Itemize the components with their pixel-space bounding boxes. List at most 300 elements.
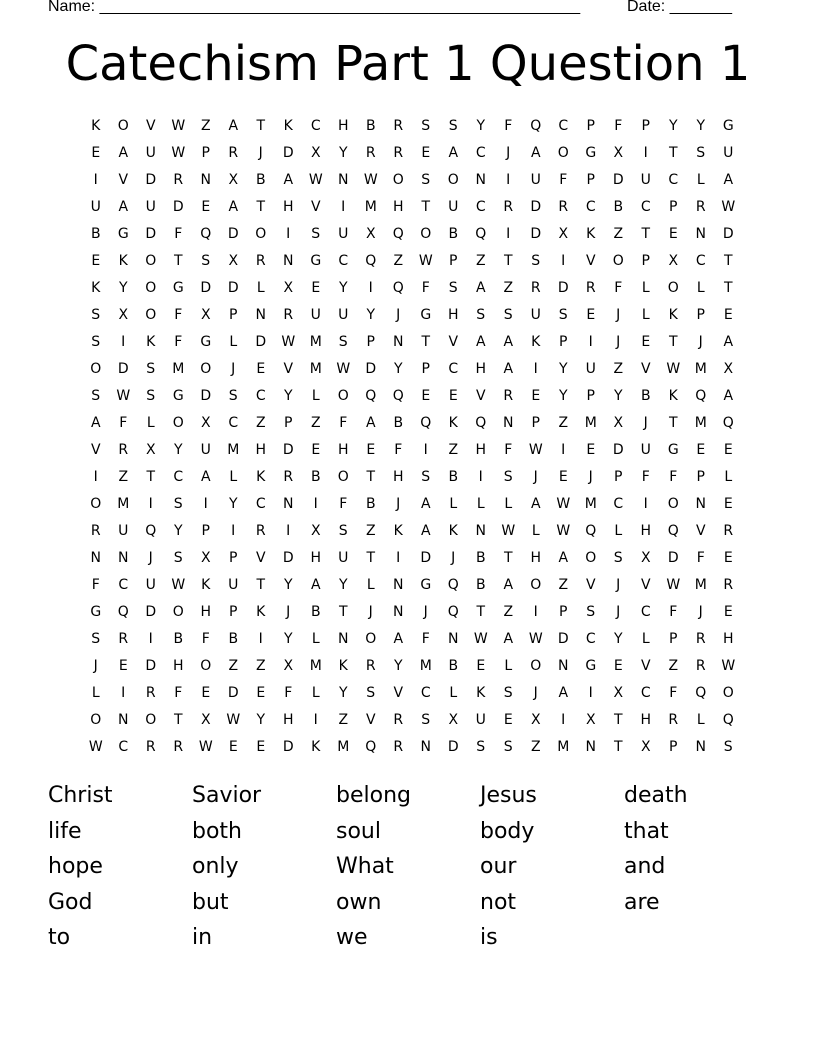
grid-letter: F <box>91 577 100 593</box>
grid-letter: Q <box>585 523 597 539</box>
grid-letter: R <box>695 658 706 674</box>
grid-letter: E <box>476 658 486 674</box>
grid-letter: Y <box>338 280 348 296</box>
grid-letter: W <box>666 577 681 593</box>
grid-letter: K <box>393 523 403 539</box>
grid-letter: T <box>173 712 183 728</box>
grid-letter: I <box>643 496 648 512</box>
grid-letter: R <box>558 199 569 215</box>
grid-letter: B <box>90 226 101 242</box>
grid-letter: H <box>640 523 652 539</box>
grid-letter: D <box>282 550 294 566</box>
grid-letter: L <box>476 496 485 512</box>
grid-letter: I <box>148 496 153 512</box>
grid-letter: S <box>228 388 238 404</box>
grid-letter: I <box>561 253 566 269</box>
grid-letter: E <box>366 442 376 458</box>
grid-letter: R <box>118 631 129 647</box>
grid-letter: T <box>668 334 678 350</box>
grid-letter: O <box>145 712 157 728</box>
grid-letter: E <box>91 253 101 269</box>
grid-letter: G <box>310 253 322 269</box>
grid-letter: T <box>421 199 431 215</box>
grid-letter: G <box>722 118 734 134</box>
grid-letter: M <box>172 361 185 377</box>
word-list-item: Christ <box>48 783 113 808</box>
grid-letter: N <box>90 550 101 566</box>
grid-letter: P <box>559 604 568 620</box>
grid-letter: D <box>145 172 157 188</box>
grid-letter: F <box>174 685 183 701</box>
grid-letter: K <box>668 388 678 404</box>
grid-letter: I <box>561 442 566 458</box>
word-list-item: soul <box>336 818 381 844</box>
grid-letter: S <box>531 253 541 269</box>
grid-letter: V <box>310 199 321 215</box>
word-list-item: to <box>48 925 71 950</box>
grid-letter: S <box>448 118 458 134</box>
grid-letter: R <box>695 631 706 647</box>
grid-letter: H <box>475 361 487 377</box>
grid-letter: W <box>721 658 736 674</box>
grid-letter: Z <box>393 253 404 269</box>
grid-letter: A <box>90 415 101 431</box>
grid-letter: V <box>118 172 129 188</box>
grid-letter: A <box>503 577 514 593</box>
grid-letter: D <box>200 280 212 296</box>
grid-letter: A <box>200 469 211 485</box>
grid-letter: Q <box>695 685 707 701</box>
grid-letter: Q <box>475 415 487 431</box>
grid-letter: F <box>696 550 705 566</box>
grid-letter: P <box>586 118 595 134</box>
grid-letter: O <box>530 577 542 593</box>
grid-letter: C <box>668 172 679 188</box>
grid-letter: Z <box>200 118 211 134</box>
grid-letter: H <box>530 550 542 566</box>
grid-letter: C <box>338 253 349 269</box>
word-list-item: Savior <box>192 783 262 808</box>
grid-letter: C <box>640 199 651 215</box>
grid-letter: X <box>228 253 239 269</box>
grid-letter: J <box>588 469 593 485</box>
grid-letter: Y <box>338 145 348 161</box>
grid-letter: F <box>614 280 623 296</box>
grid-letter: Z <box>530 739 541 755</box>
grid-letter: M <box>694 577 707 593</box>
word-list-item: belong <box>336 783 411 808</box>
grid-letter: J <box>423 604 428 620</box>
grid-letter: C <box>118 577 129 593</box>
grid-letter: X <box>558 226 569 242</box>
grid-letter: L <box>229 334 238 350</box>
grid-letter: T <box>668 145 678 161</box>
grid-letter: E <box>531 388 541 404</box>
grid-letter: K <box>668 307 678 323</box>
grid-letter: X <box>310 523 321 539</box>
grid-letter: I <box>506 226 511 242</box>
grid-letter: Q <box>392 226 404 242</box>
grid-letter: N <box>558 658 569 674</box>
grid-letter: Y <box>283 631 293 647</box>
grid-letter: C <box>613 496 624 512</box>
grid-letter: A <box>530 496 541 512</box>
grid-letter: B <box>640 388 651 404</box>
grid-letter: A <box>310 577 321 593</box>
grid-letter: O <box>667 496 679 512</box>
grid-letter: E <box>613 658 623 674</box>
grid-letter: W <box>171 118 186 134</box>
grid-letter: Z <box>613 226 624 242</box>
grid-letter: O <box>90 361 102 377</box>
grid-letter: T <box>668 415 678 431</box>
grid-letter: L <box>696 712 705 728</box>
grid-letter: V <box>448 334 459 350</box>
word-list-item: that <box>624 818 669 844</box>
grid-letter: A <box>448 145 459 161</box>
grid-letter: R <box>503 199 514 215</box>
grid-letter: D <box>557 280 569 296</box>
grid-letter: X <box>448 712 459 728</box>
grid-letter: X <box>310 145 321 161</box>
grid-letter: Q <box>722 415 734 431</box>
grid-letter: Y <box>558 361 568 377</box>
grid-letter: I <box>231 523 236 539</box>
grid-letter: P <box>669 631 678 647</box>
grid-letter: D <box>612 172 624 188</box>
grid-letter: S <box>723 739 733 755</box>
grid-letter: T <box>723 280 733 296</box>
grid-letter: R <box>393 712 404 728</box>
grid-letter: G <box>172 388 184 404</box>
grid-letter: O <box>90 712 102 728</box>
grid-letter: E <box>723 307 733 323</box>
grid-letter: E <box>256 361 266 377</box>
grid-letter: L <box>229 469 238 485</box>
grid-letter: U <box>338 226 349 242</box>
grid-letter: L <box>641 631 650 647</box>
grid-letter: F <box>174 307 183 323</box>
grid-letter: O <box>145 307 157 323</box>
grid-letter: V <box>640 577 651 593</box>
grid-letter: Z <box>448 442 459 458</box>
grid-letter: N <box>475 172 486 188</box>
grid-letter: S <box>503 469 513 485</box>
grid-letter: F <box>421 280 430 296</box>
grid-letter: H <box>200 604 212 620</box>
grid-letter: I <box>533 604 538 620</box>
grid-letter: D <box>420 550 432 566</box>
grid-letter: K <box>338 658 348 674</box>
grid-letter: W <box>721 199 736 215</box>
grid-letter: T <box>613 712 623 728</box>
grid-letter: H <box>447 307 459 323</box>
grid-letter: U <box>90 199 101 215</box>
grid-letter: X <box>283 280 294 296</box>
grid-letter: R <box>723 523 734 539</box>
grid-letter: J <box>616 334 621 350</box>
grid-letter: Z <box>503 280 514 296</box>
grid-letter: S <box>613 550 623 566</box>
grid-letter: X <box>200 415 211 431</box>
grid-letter: S <box>696 145 706 161</box>
grid-letter: H <box>640 712 652 728</box>
grid-letter: Q <box>392 280 404 296</box>
grid-letter: U <box>640 442 651 458</box>
grid-letter: G <box>420 577 432 593</box>
grid-letter: O <box>667 280 679 296</box>
grid-letter: L <box>531 523 540 539</box>
grid-letter: R <box>393 118 404 134</box>
grid-letter: F <box>504 442 513 458</box>
grid-letter: Q <box>392 388 404 404</box>
grid-letter: M <box>584 415 597 431</box>
grid-letter: F <box>174 226 183 242</box>
grid-letter: N <box>118 712 129 728</box>
grid-letter: Q <box>420 415 432 431</box>
grid-letter: S <box>421 118 431 134</box>
grid-letter: O <box>145 253 157 269</box>
grid-letter: L <box>146 415 155 431</box>
grid-letter: U <box>640 172 651 188</box>
grid-letter: Y <box>393 361 403 377</box>
grid-letter: V <box>255 550 266 566</box>
grid-letter: Y <box>668 118 678 134</box>
grid-letter: L <box>696 172 705 188</box>
grid-letter: W <box>528 442 543 458</box>
grid-letter: X <box>613 145 624 161</box>
grid-letter: N <box>393 577 404 593</box>
grid-letter: Y <box>613 388 623 404</box>
grid-letter: A <box>503 631 514 647</box>
grid-letter: P <box>229 550 238 566</box>
grid-letter: W <box>171 145 186 161</box>
grid-letter: W <box>308 172 323 188</box>
grid-letter: R <box>255 253 266 269</box>
grid-letter: Q <box>475 226 487 242</box>
grid-letter: W <box>473 631 488 647</box>
grid-letter: V <box>393 685 404 701</box>
grid-letter: O <box>722 685 734 701</box>
grid-letter: D <box>282 145 294 161</box>
grid-letter: J <box>148 550 153 566</box>
grid-letter: U <box>338 307 349 323</box>
grid-letter: A <box>503 361 514 377</box>
grid-letter: K <box>91 280 101 296</box>
grid-letter: Y <box>173 442 183 458</box>
grid-letter: I <box>313 712 318 728</box>
grid-letter: H <box>722 631 734 647</box>
grid-letter: C <box>228 415 239 431</box>
grid-letter: Q <box>695 388 707 404</box>
grid-letter: K <box>146 334 156 350</box>
grid-letter: I <box>368 280 373 296</box>
grid-letter: Z <box>558 415 569 431</box>
grid-letter: P <box>641 118 650 134</box>
grid-letter: I <box>286 226 291 242</box>
grid-letter: P <box>449 253 458 269</box>
grid-letter: D <box>227 280 239 296</box>
grid-letter: N <box>695 496 706 512</box>
grid-letter: X <box>640 550 651 566</box>
grid-letter: S <box>201 253 211 269</box>
grid-letter: A <box>475 280 486 296</box>
grid-letter: Y <box>283 577 293 593</box>
grid-letter: Z <box>475 253 486 269</box>
grid-letter: I <box>258 631 263 647</box>
grid-letter: M <box>309 334 322 350</box>
grid-letter: O <box>447 172 459 188</box>
grid-letter: O <box>255 226 267 242</box>
grid-letter: U <box>145 145 156 161</box>
grid-letter: N <box>338 172 349 188</box>
grid-letter: L <box>311 685 320 701</box>
grid-letter: E <box>311 280 321 296</box>
grid-letter: T <box>366 469 376 485</box>
grid-letter: S <box>421 712 431 728</box>
grid-letter: W <box>556 523 571 539</box>
grid-letter: X <box>200 307 211 323</box>
grid-letter: U <box>530 172 541 188</box>
grid-letter: O <box>530 658 542 674</box>
grid-letter: C <box>173 469 184 485</box>
grid-letter: S <box>173 496 183 512</box>
grid-letter: S <box>146 361 156 377</box>
grid-letter: A <box>365 415 376 431</box>
grid-letter: S <box>91 334 101 350</box>
grid-letter: I <box>203 496 208 512</box>
grid-letter: D <box>447 739 459 755</box>
grid-letter: Y <box>338 685 348 701</box>
grid-letter: K <box>586 226 596 242</box>
grid-letter: L <box>311 388 320 404</box>
grid-letter: D <box>145 604 157 620</box>
grid-letter: R <box>668 712 679 728</box>
grid-letter: J <box>506 145 511 161</box>
grid-letter: K <box>256 604 266 620</box>
word-list-item: are <box>624 889 660 915</box>
grid-letter: L <box>366 577 375 593</box>
grid-letter: W <box>198 739 213 755</box>
grid-letter: J <box>616 604 621 620</box>
grid-letter: R <box>393 145 404 161</box>
grid-letter: P <box>229 604 238 620</box>
grid-letter: W <box>418 253 433 269</box>
grid-letter: W <box>116 388 131 404</box>
grid-letter: S <box>366 685 376 701</box>
grid-letter: J <box>368 604 373 620</box>
grid-letter: R <box>228 145 239 161</box>
grid-letter: B <box>173 631 184 647</box>
grid-letter: H <box>282 712 294 728</box>
grid-letter: P <box>229 307 238 323</box>
grid-letter: D <box>255 334 267 350</box>
grid-letter: L <box>641 307 650 323</box>
grid-letter: I <box>148 631 153 647</box>
grid-letter: T <box>256 118 266 134</box>
grid-letter: E <box>421 388 431 404</box>
grid-letter: Q <box>447 577 459 593</box>
grid-letter: S <box>91 307 101 323</box>
grid-letter: Y <box>613 631 623 647</box>
grid-letter: T <box>173 253 183 269</box>
grid-letter: M <box>227 442 240 458</box>
grid-letter: L <box>504 658 513 674</box>
grid-letter: W <box>171 577 186 593</box>
grid-letter: U <box>475 712 486 728</box>
grid-letter: O <box>172 604 184 620</box>
grid-letter: N <box>475 523 486 539</box>
grid-letter: P <box>641 253 650 269</box>
word-list-item: only <box>192 854 239 879</box>
grid-letter: A <box>420 523 431 539</box>
grid-letter: P <box>586 172 595 188</box>
grid-letter: N <box>420 739 431 755</box>
grid-letter: J <box>533 685 538 701</box>
grid-letter: Q <box>447 604 459 620</box>
grid-letter: H <box>282 199 294 215</box>
grid-letter: Z <box>228 658 239 674</box>
grid-letter: J <box>616 307 621 323</box>
grid-letter: B <box>310 604 321 620</box>
grid-letter: U <box>530 307 541 323</box>
grid-letter: L <box>724 469 733 485</box>
grid-letter: B <box>365 496 376 512</box>
grid-letter: E <box>723 496 733 512</box>
grid-letter: Q <box>365 253 377 269</box>
grid-letter: F <box>669 604 678 620</box>
grid-letter: K <box>311 739 321 755</box>
grid-letter: E <box>723 604 733 620</box>
grid-letter: W <box>88 739 103 755</box>
grid-letter: T <box>421 334 431 350</box>
grid-letter: Z <box>613 361 624 377</box>
grid-letter: W <box>666 361 681 377</box>
grid-letter: S <box>448 280 458 296</box>
grid-letter: T <box>338 604 348 620</box>
grid-letter: J <box>643 415 648 431</box>
grid-letter: O <box>90 496 102 512</box>
grid-letter: P <box>531 415 540 431</box>
grid-letter: R <box>365 658 376 674</box>
grid-letter: W <box>281 334 296 350</box>
grid-letter: L <box>449 685 458 701</box>
grid-letter: K <box>118 253 128 269</box>
grid-letter: Q <box>365 388 377 404</box>
grid-letter: G <box>117 226 129 242</box>
grid-letter: P <box>669 739 678 755</box>
grid-letter: X <box>585 712 596 728</box>
grid-letter: P <box>366 334 375 350</box>
grid-letter: A <box>475 334 486 350</box>
grid-letter: C <box>558 118 569 134</box>
grid-letter: G <box>420 307 432 323</box>
grid-letter: U <box>448 199 459 215</box>
grid-letter: H <box>475 442 487 458</box>
grid-letter: E <box>558 469 568 485</box>
grid-letter: C <box>255 388 266 404</box>
grid-letter: B <box>255 172 266 188</box>
grid-letter: E <box>668 226 678 242</box>
grid-letter: D <box>117 361 129 377</box>
grid-letter: Z <box>118 469 129 485</box>
grid-letter: I <box>93 469 98 485</box>
grid-letter: S <box>146 388 156 404</box>
grid-letter: J <box>396 496 401 512</box>
grid-letter: E <box>91 145 101 161</box>
word-list-item: but <box>192 889 229 915</box>
grid-letter: P <box>614 469 623 485</box>
